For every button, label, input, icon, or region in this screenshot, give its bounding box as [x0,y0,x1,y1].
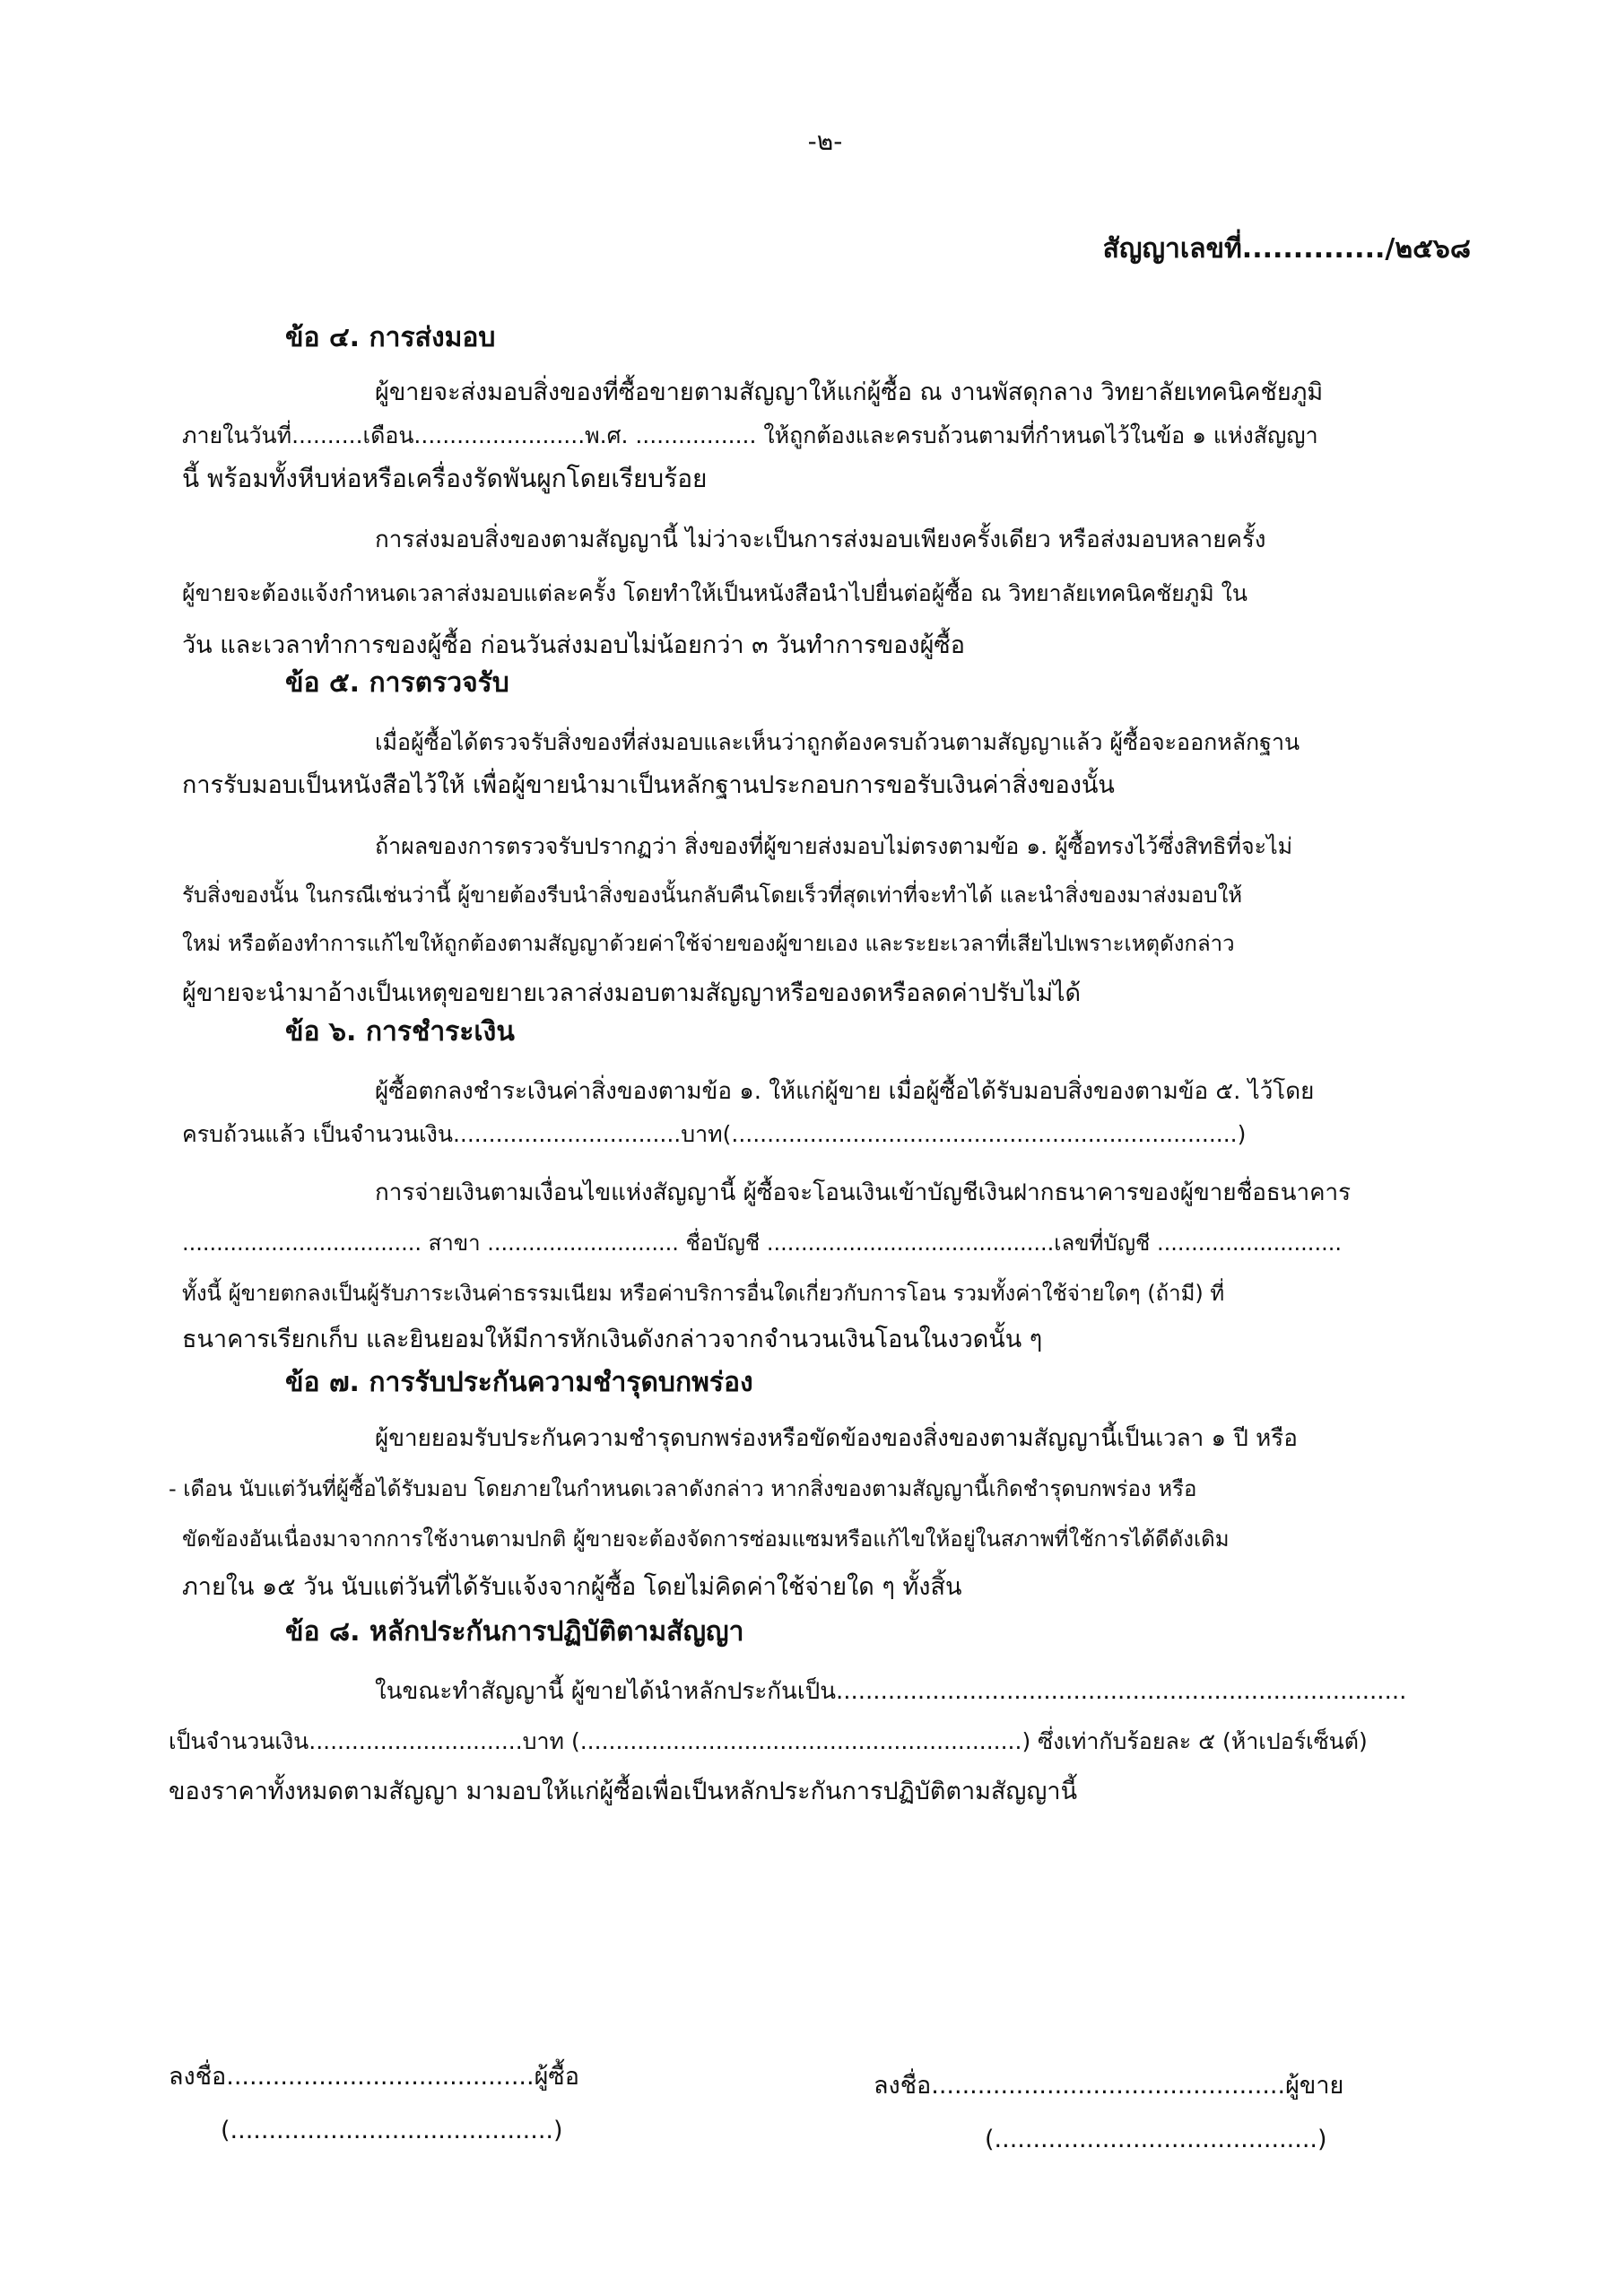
clause-8-line-3: ของราคาทั้งหมดตามสัญญา มามอบให้แก่ผู้ซื้อเพื่อเป็นหลักประกันการปฏิบัติตามสัญญานี้ [169,1778,1078,1805]
clause-6-line-5: ทั้งนี้ ผู้ขายตกลงเป็นผู้รับภาระเงินค่าธรรมเนียม หรือค่าบริการอื่นใดเกี่ยวกับการโอน รวมทั้งค่าใช้จ่ายใดๆ (ถ้ามี) ที่ [182,1281,1225,1306]
page-number: -๒- [807,126,843,156]
clause-8-line-2: เป็นจำนวนเงิน..............................บาท (..............................................................) ซึ่งเท่ากับร้อยละ ๕ (ห้าเปอร์เซ็นต์) [169,1728,1368,1754]
clause-5-line-4: รับสิ่งของนั้น ในกรณีเช่นว่านี้ ผู้ขายต้องรีบนำสิ่งของนั้นกลับคืนโดยเร็วที่สุดเท่าที่จะทำได้ และนำสิ่งของมาส่งมอบให้ [182,883,1243,908]
clause-6-line-1: ผู้ซื้อตกลงชำระเงินค่าสิ่งของตามข้อ ๑. ให้แก่ผู้ขาย เมื่อผู้ซื้อได้รับมอบสิ่งของตามข้อ ๕. ไว้โดย [375,1078,1315,1105]
clause-7-line-2: - เดือน นับแต่วันที่ผู้ซื้อได้รับมอบ โดยภายในกำหนดเวลาดังกล่าว หากสิ่งของตามสัญญานี้เกิดชำรุดบกพร่อง หรือ [169,1476,1197,1501]
clause-8-heading: ข้อ ๘. หลักประกันการปฏิบัติตามสัญญา [285,1616,744,1648]
clause-6-line-4: ................................... สาขา ............................ ชื่อบัญชี ..........................................เลขที่บัญชี ........................... [182,1231,1342,1256]
clause-4-line-2: ภายในวันที่..........เดือน........................พ.ศ. ................. ให้ถูกต้องและครบถ้วนตามที่กำหนดไว้ในข้อ ๑ แห่งสัญญา [182,422,1318,448]
clause-5-line-1: เมื่อผู้ซื้อได้ตรวจรับสิ่งของที่ส่งมอบและเห็นว่าถูกต้องครบถ้วนตามสัญญาแล้ว ผู้ซื้อจะออกหลักฐาน [375,729,1300,755]
clause-6-line-3: การจ่ายเงินตามเงื่อนไขแห่งสัญญานี้ ผู้ซื้อจะโอนเงินเข้าบัญชีเงินฝากธนาคารของผู้ขายชื่อธนาคาร [375,1179,1352,1206]
clause-5-line-2: การรับมอบเป็นหนังสือไว้ให้ เพื่อผู้ขายนำมาเป็นหลักฐานประกอบการขอรับเงินค่าสิ่งของนั้น [182,771,1115,799]
clause-6-line-6: ธนาคารเรียกเก็บ และยินยอมให้มีการหักเงินดังกล่าวจากจำนวนเงินโอนในงวดนั้น ๆ [182,1326,1043,1353]
clause-5-line-6: ผู้ขายจะนำมาอ้างเป็นเหตุขอขยายเวลาส่งมอบตามสัญญาหรือของดหรือลดค่าปรับไม่ได้ [182,979,1082,1007]
clause-7-heading: ข้อ ๗. การรับประกันความชำรุดบกพร่อง [285,1367,753,1398]
buyer-name-line: (..........................................) [221,2117,563,2144]
clause-6-line-2: ครบถ้วนแล้ว เป็นจำนวนเงิน................................บาท(.......................................................................) [182,1121,1247,1147]
seller-name-line: (..........................................) [985,2126,1327,2153]
clause-8-line-1: ในขณะทำสัญญานี้ ผู้ขายได้นำหลักประกันเป็น............................................................................. [375,1678,1407,1705]
clause-4-line-3: นี้ พร้อมทั้งหีบห่อหรือเครื่องรัดพันผูกโดยเรียบร้อย [182,464,708,493]
buyer-signature-line: ลงชื่อ........................................ผู้ซื้อ [169,2063,579,2091]
clause-4-line-1: ผู้ขายจะส่งมอบสิ่งของที่ซื้อขายตามสัญญาให้แก่ผู้ซื้อ ณ งานพัสดุกลาง วิทยาลัยเทคนิคชัยภูมิ [375,378,1324,406]
clause-5-line-3: ถ้าผลของการตรวจรับปรากฏว่า สิ่งของที่ผู้ขายส่งมอบไม่ตรงตามข้อ ๑. ผู้ซื้อทรงไว้ซึ่งสิทธิที่จะไม่ [375,833,1293,859]
clause-7-line-4: ภายใน ๑๕ วัน นับแต่วันที่ได้รับแจ้งจากผู้ซื้อ โดยไม่คิดค่าใช้จ่ายใด ๆ ทั้งสิ้น [182,1573,962,1601]
clause-4-heading: ข้อ ๔. การส่งมอบ [285,322,496,353]
clause-4-line-4: การส่งมอบสิ่งของตามสัญญานี้ ไม่ว่าจะเป็นการส่งมอบเพียงครั้งเดียว หรือส่งมอบหลายครั้ง [375,526,1266,553]
clause-4-line-5: ผู้ขายจะต้องแจ้งกำหนดเวลาส่งมอบแต่ละครั้ง โดยทำให้เป็นหนังสือนำไปยื่นต่อผู้ซื้อ ณ วิทยาลัยเทคนิคชัยภูมิ ใน [182,580,1248,606]
clause-4-line-6: วัน และเวลาทำการของผู้ซื้อ ก่อนวันส่งมอบไม่น้อยกว่า ๓ วันทำการของผู้ซื้อ [182,631,965,659]
clause-5-heading: ข้อ ๕. การตรวจรับ [285,667,509,699]
clause-7-line-1: ผู้ขายยอมรับประกันความชำรุดบกพร่องหรือขัดข้องของสิ่งของตามสัญญานี้เป็นเวลา ๑ ปี หรือ [375,1425,1298,1452]
clause-5-line-5: ใหม่ หรือต้องทำการแก้ไขให้ถูกต้องตามสัญญาด้วยค่าใช้จ่ายของผู้ขายเอง และระยะเวลาที่เสียไปเพราะเหตุดังกล่าว [182,931,1235,956]
clause-6-heading: ข้อ ๖. การชำระเงิน [285,1016,515,1048]
clause-7-line-3: ขัดข้องอันเนื่องมาจากการใช้งานตามปกติ ผู้ขายจะต้องจัดการซ่อมแซมหรือแก้ไขให้อยู่ในสภาพที่ใช้การได้ดีดังเดิม [182,1526,1230,1552]
seller-signature-line: ลงชื่อ..............................................ผู้ขาย [874,2072,1344,2100]
contract-number: สัญญาเลขที่............../๒๕๖๘ [1102,233,1471,265]
